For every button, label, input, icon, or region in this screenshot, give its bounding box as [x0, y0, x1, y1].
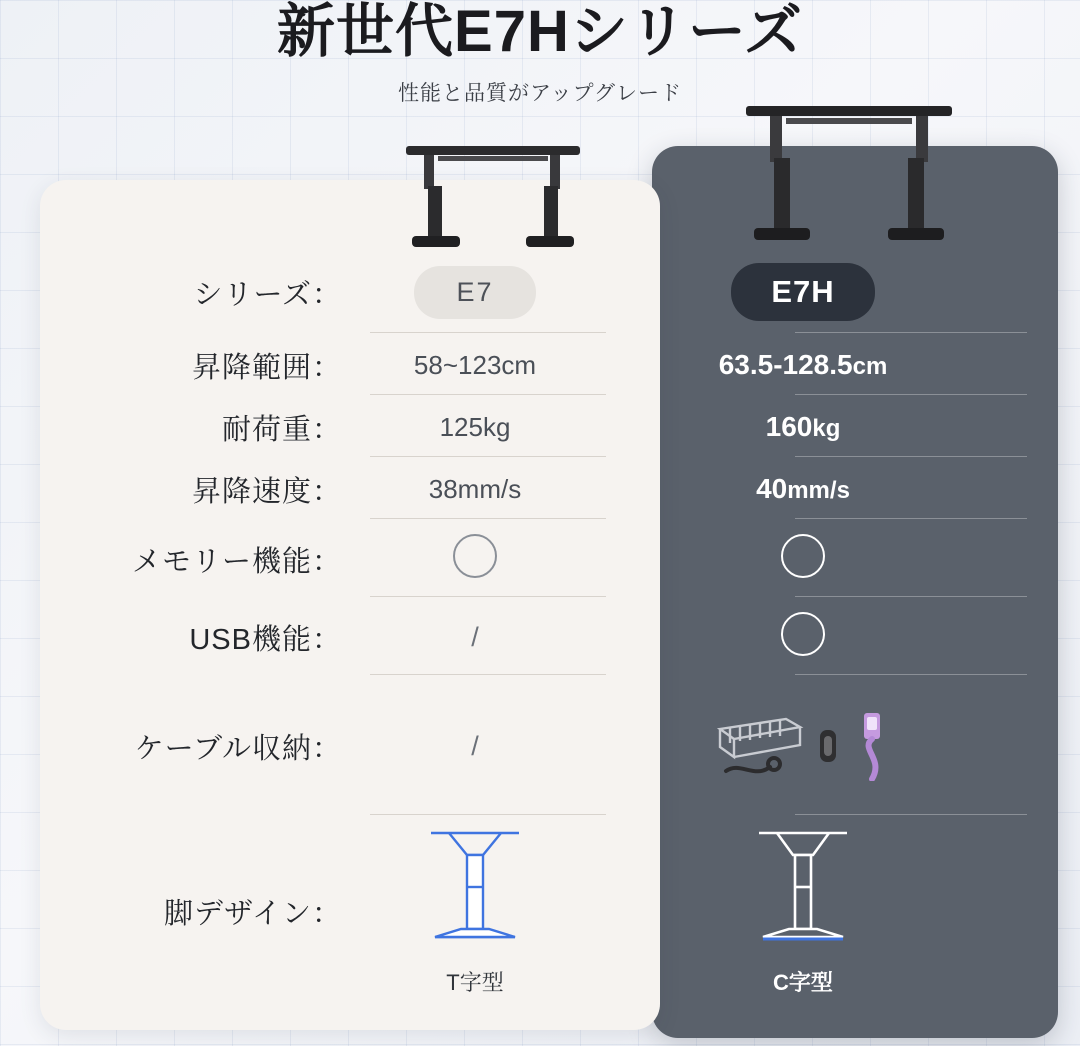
- row-divider-right: [795, 394, 1027, 395]
- not-available-mark: /: [471, 621, 479, 652]
- row-divider-right: [795, 518, 1027, 519]
- cell-e7h-speed: [653, 473, 953, 505]
- circle-icon: [781, 534, 825, 578]
- row-label: 昇降範囲：: [191, 351, 342, 384]
- table-row: [60, 250, 1020, 334]
- cell-e7h-range: [653, 349, 953, 381]
- cell-e7h-cable: [653, 711, 953, 781]
- spec-table: [60, 250, 1020, 1006]
- unit: kg: [812, 415, 841, 442]
- unit: mm/s: [787, 477, 850, 504]
- page-title: 新世代E7Hシリーズ: [277, 0, 803, 64]
- table-row: [60, 676, 1020, 816]
- row-divider-left: [370, 456, 606, 457]
- cell-e7h-usb: [653, 612, 953, 663]
- row-divider-right: [795, 674, 1027, 675]
- row-divider-left: [370, 674, 606, 675]
- cable-tray-icon: [714, 713, 806, 779]
- row-label: USB機能：: [189, 623, 342, 656]
- cell-e7-series: [360, 266, 590, 319]
- value: 160: [765, 411, 813, 442]
- series-pill-e7: E7: [414, 266, 535, 319]
- c-shape-leg-icon: [743, 825, 863, 953]
- table-row: [60, 598, 1020, 676]
- row-label: ケーブル収納：: [134, 732, 342, 765]
- row-label: メモリー機能：: [131, 545, 342, 578]
- circle-icon: [781, 612, 825, 656]
- cell-e7-usb: [360, 622, 590, 653]
- table-row: [60, 458, 1020, 520]
- table-row: [60, 816, 1020, 1006]
- row-label: 脚デザイン：: [164, 897, 342, 930]
- row-divider-left: [370, 814, 606, 815]
- table-row: [60, 520, 1020, 598]
- t-shape-leg-icon: [415, 825, 535, 953]
- row-divider-left: [370, 394, 606, 395]
- series-pill-e7h: E7H: [731, 263, 874, 321]
- value: 63.5-128.5: [718, 349, 853, 380]
- row-divider-left: [370, 596, 606, 597]
- cell-e7h-load: [653, 411, 953, 443]
- header: [0, 0, 1080, 107]
- not-available-mark: /: [471, 730, 479, 761]
- leg-caption-e7h: C字型: [773, 970, 833, 995]
- cell-e7-cable: [360, 731, 590, 762]
- circle-icon: [453, 534, 497, 578]
- page-subtitle: 性能と品質がアップグレード: [398, 81, 682, 105]
- row-divider-left: [370, 518, 606, 519]
- table-row: [60, 334, 1020, 396]
- row-divider-right: [795, 332, 1027, 333]
- cell-e7-memory: [360, 534, 590, 585]
- row-divider-right: [795, 596, 1027, 597]
- row-label: 昇降速度：: [191, 475, 342, 508]
- row-label: 耐荷重：: [221, 413, 342, 446]
- cell-e7-leg: [360, 825, 590, 997]
- unit: cm: [852, 353, 888, 380]
- standing-desk-frame-e7h-icon: [740, 100, 958, 256]
- value: 40: [756, 473, 788, 504]
- usb-cable-icon: [852, 711, 892, 781]
- cell-e7-range: 58~123cm: [413, 349, 537, 380]
- standing-desk-frame-e7-icon: [398, 140, 588, 260]
- row-divider-left: [370, 332, 606, 333]
- cable-tie-icon: [812, 726, 846, 766]
- cell-e7h-memory: [653, 534, 953, 585]
- row-divider-right: [795, 814, 1027, 815]
- leg-caption-e7: T字型: [446, 970, 504, 995]
- cell-e7h-leg: [653, 825, 953, 997]
- row-divider-right: [795, 456, 1027, 457]
- cell-e7-load: 125kg: [439, 411, 511, 442]
- row-label: シリーズ：: [193, 278, 342, 311]
- cell-e7h-series: [653, 263, 953, 321]
- table-row: [60, 396, 1020, 458]
- cell-e7-speed: 38mm/s: [428, 473, 522, 504]
